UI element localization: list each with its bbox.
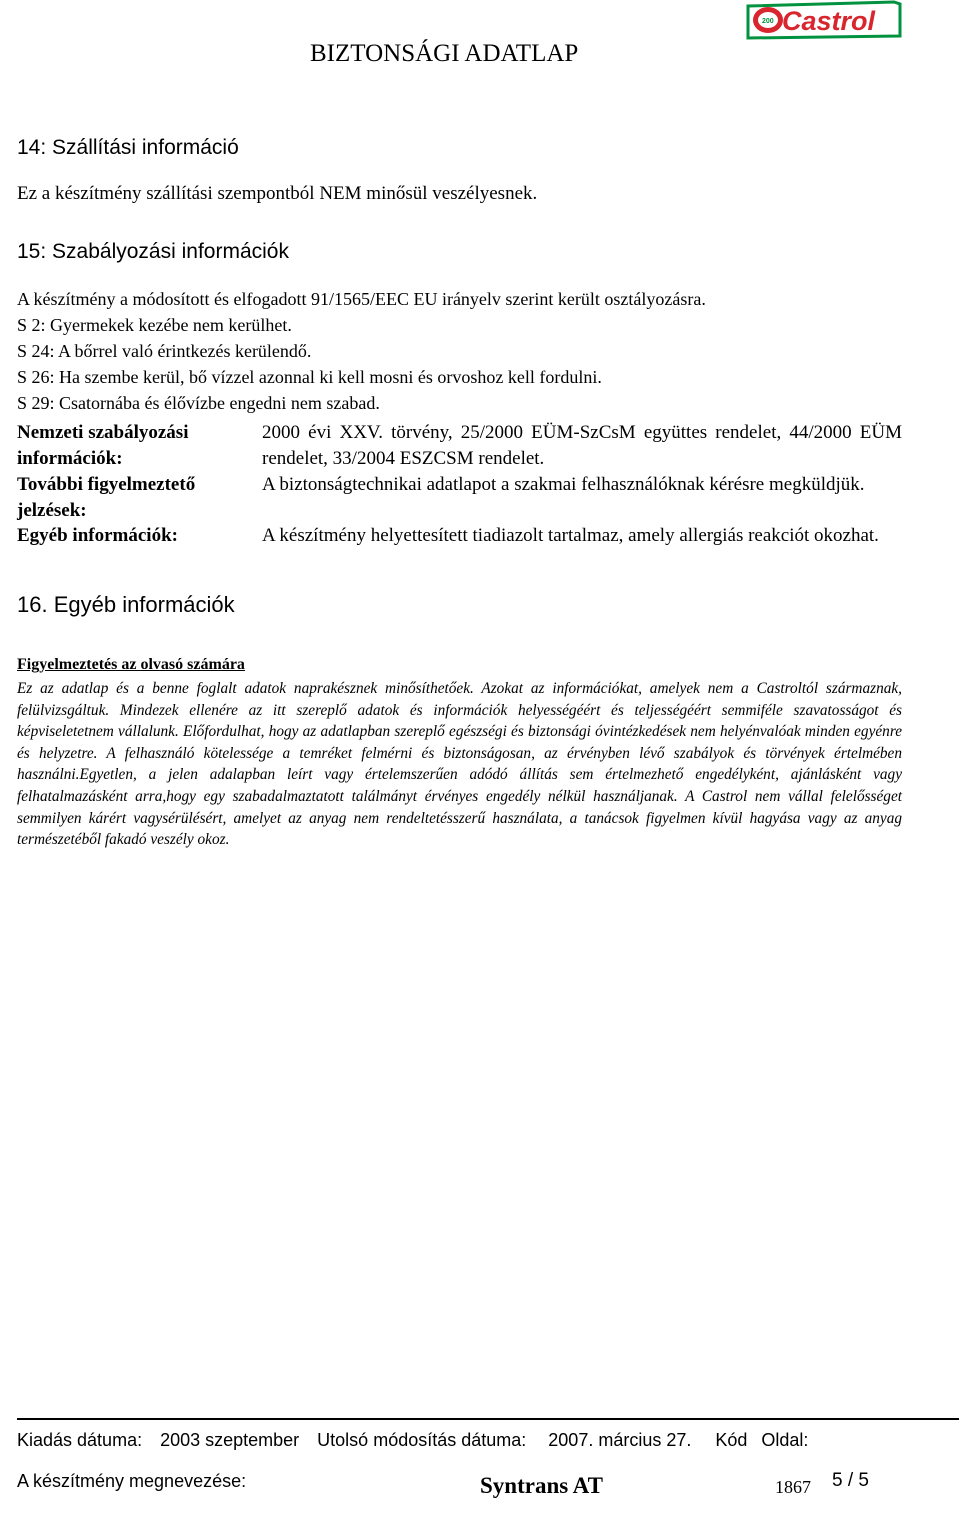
other-info-label: Egyéb információk: xyxy=(17,525,178,546)
product-name-label: A készítmény megnevezése: xyxy=(17,1471,247,1491)
section-14-heading: 14: Szállítási információ xyxy=(17,136,239,159)
other-info-value: A készítmény helyettesített tiadiazolt tartalmaz, amely allergiás reakciót okozhat. xyxy=(262,525,879,546)
issue-date-label: Kiadás dátuma: xyxy=(17,1430,143,1450)
document-title: BIZTONSÁGI ADATLAP xyxy=(310,40,579,67)
footer-dates-row xyxy=(17,1430,808,1451)
product-name-value: Syntrans AT xyxy=(480,1473,603,1498)
regulation-line: A készítmény a módosított és elfogadott 91/1565/EEC EU irányelv szerint került osztályozásra. xyxy=(17,289,706,309)
safety-phrase-s26: S 26: Ha szembe kerül, bő vízzel azonnal ki kell mosni és orvoshoz kell fordulni. xyxy=(17,367,602,387)
safety-phrase-s24: S 24: A bőrrel való érintkezés kerülendő. xyxy=(17,341,312,361)
page-current: 5 xyxy=(832,1470,843,1491)
page-label: Oldal: xyxy=(761,1430,809,1450)
page-number xyxy=(832,1470,869,1492)
product-code-value: 1867 xyxy=(775,1477,811,1497)
page-total: 5 xyxy=(858,1470,869,1491)
svg-text:200: 200 xyxy=(762,18,774,25)
modified-date-value: 2007. március 27. xyxy=(548,1430,692,1450)
national-regulation-value: 2000 évi XXV. törvény, 25/2000 EÜM-SzCsM együttes rendelet, 44/2000 EÜM rendelet, 33/2004 ESZCSM rendelet. xyxy=(262,422,902,469)
footer-divider xyxy=(17,1418,959,1420)
safety-phrase-s2: S 2: Gyermekek kezébe nem kerülhet. xyxy=(17,315,292,335)
issue-date-value: 2003 szeptember xyxy=(160,1430,300,1450)
national-regulation-label: Nemzeti szabályozási információk: xyxy=(17,422,189,469)
reader-warning-title: Figyelmeztetés az olvasó számára xyxy=(17,656,245,673)
reader-warning-text: Ez az adatlap és a benne foglalt adatok naprakésznek minősíthetőek. Azokat az információkat, amelyek nem a Castroltól származnak, felülvizsgáltuk. Mindezek ellenére az itt szereplő adatok és információk helyességéért és teljességéért semmiféle szavatosságot és képviseletetnem vállalunk. Előfordulhat, hogy az adatlapban szereplő egészségi és biztonsági óvintézkedések nem helyénvalóak minden egyénre és helyzetre. A felhasználó kötelessége a temréket felmérni és biztonságosan, az érvényben lévő szabályok és törvények értelmében használni.Egyetlen, a jelen adalapban leírt vagy értelemszerűen adódó állítás sem értelmezhető engedélyként, ajánlásként vagy felhatalmazásként arra,hogy egy szabadalmaztatott találmányt érvényes engedély nélkül használjanak. A Castrol nem vállal felelősséget semmilyen kárért vagysérülésért, amelyet az anyag nem rendeltetésszerű használata, a tanácsok figyelmen kívül hagyása vagy az anyag természetéből fakadó veszély okoz. xyxy=(17,680,902,849)
additional-warnings-value: A biztonságtechnikai adatlapot a szakmai felhasználóknak kérésre megküldjük. xyxy=(262,474,865,495)
section-15-heading: 15: Szabályozási információk xyxy=(17,240,289,263)
section-14-text: Ez a készítmény szállítási szempontból NEM minősül veszélyesnek. xyxy=(17,183,538,204)
section-16-heading: 16. Egyéb információk xyxy=(17,592,235,617)
modified-date-label: Utolsó módosítás dátuma: xyxy=(317,1430,527,1450)
page-separator: / xyxy=(847,1470,854,1491)
additional-warnings-label: További figyelmeztető jelzések: xyxy=(17,474,196,521)
code-label: Kód xyxy=(715,1430,748,1450)
castrol-logo xyxy=(744,0,902,40)
logo-wordmark: Castrol xyxy=(782,6,876,36)
safety-phrase-s29: S 29: Csatornába és élővízbe engedni nem szabad. xyxy=(17,393,380,413)
